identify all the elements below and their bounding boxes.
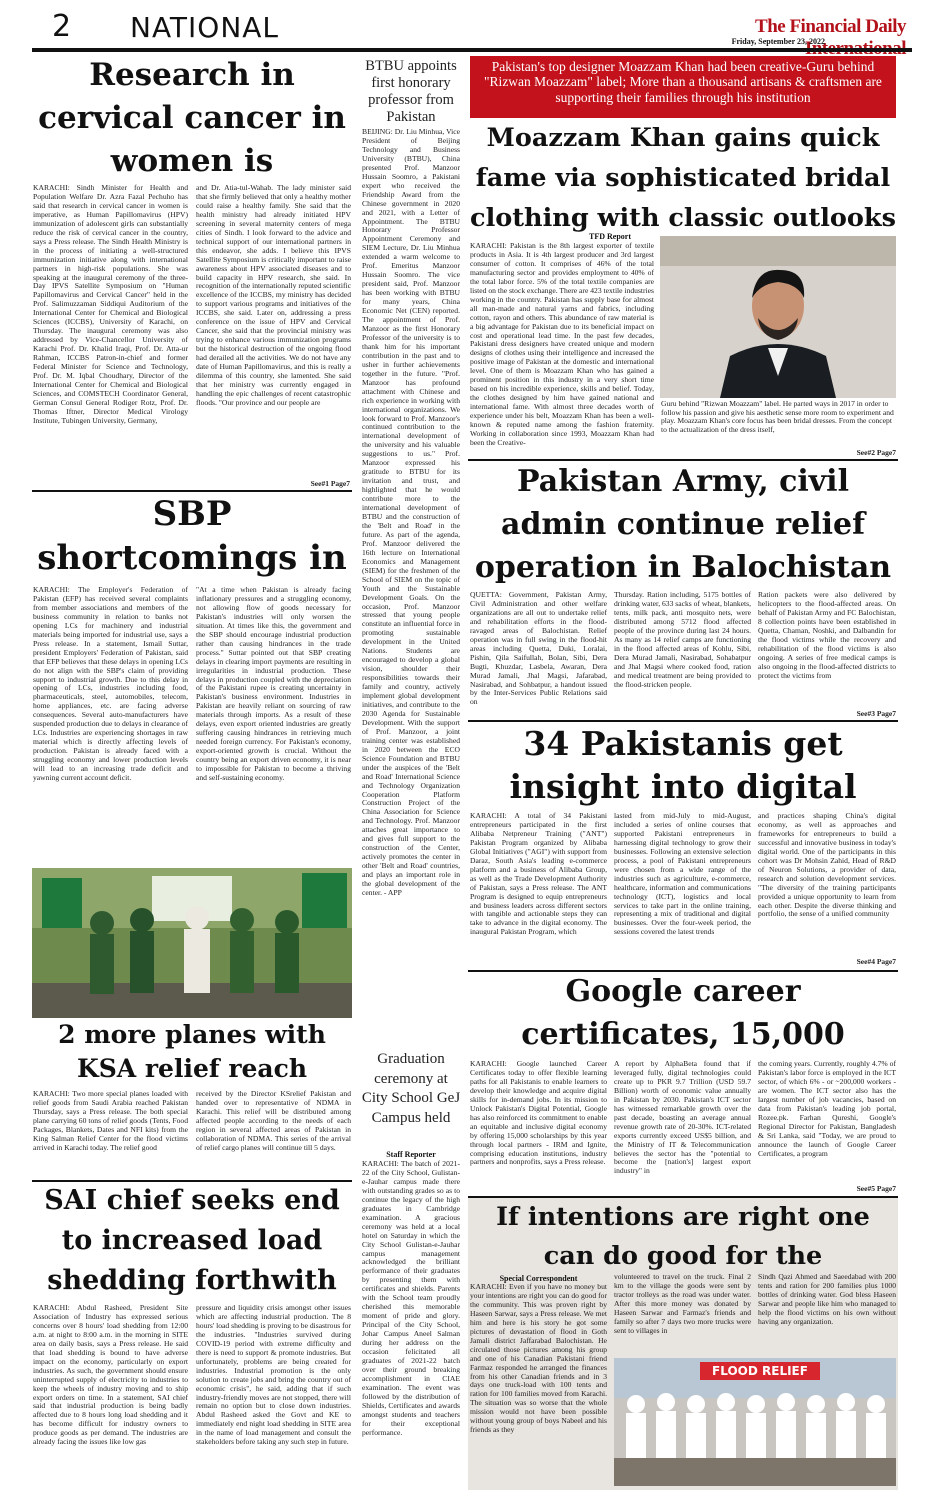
issue-date: Friday, September 23, 2022 — [731, 37, 825, 46]
moazzam-caption: Guru behind "Rizwan Moazzam" label. He parted ways in 2017 in order to follow his passion and give his aesthetic sense more room to experiment and play. Moazzam Khan's core focus has been bridal dresses. From the concept to the actualization of the dress itself, — [661, 400, 894, 435]
google-col3: the coming years. Currently, roughly 4.7% of Pakistan's labor force is employed in the ICT sector, of which 6% - or ~200,000 workers - are women. The ICT sector also has the largest number of job vacancies, based on data from Pakistan's leading job portal, Rozee.pk. Farhan Qureshi, Google's Regional Director for Pakistan, Bangladesh & Sri Lanka, said "Today, we are proud to announce the launch of Google Career Certificates, a program — [758, 1060, 896, 1158]
intent-col3: Sindh Qazi Ahmed and Saeedabad with 200 tents and ration for 200 families plus 1000 bottles of drinking water. God bless Haseen Sarwar and people like him who managed to help the flood victims on his own without having any organization. — [758, 1273, 896, 1326]
digital-see-ref[interactable]: See#4 Page7 — [856, 957, 896, 966]
azra-headline: Research in cervical cancer in women is — [38, 57, 346, 179]
army-col2: Thursday. Ration including, 5175 bottles of drinking water, 633 sacks of wheat, blankets, tents, milk pack, anti mosquito nets, were distributed among 5712 flood affected people of the province during last 24 hours. As many as 14 relief camps are functioning in the flood affected areas of Kohlu, Sibi, Dera Murad Jamali, Nasirabad, Sohabatpur and Jhal Magsi where cooked food, ration and medical treatment are being provided to the flood-stricken people. — [614, 591, 751, 689]
google-headline: Google career certificates, 15,000 — [521, 974, 845, 1052]
digital-col3: and practices shaping China's digital economy, as well as approaches and frameworks for entrepreneurs to build a successful and innovative business in today's digital world. One of the participants in this cohort was Dr Mohsin Zahid, Head of R&D of Neuron Solutions, a provider of data, research and solution development services. "The diversity of the training participants provided a unique opportunity to learn from each other. Despite the diverse thinking and portfolio, the sense of a unified community — [758, 812, 896, 919]
moazzam-body: KARACHI: Pakistan is the 8th largest exporter of textile products in Asia. It is 4th largest producer and 3rd largest consumer of cotton. It comprises of 46% of the total manufacturing sector and provides employment to 40% of the total labor force. 5% of the total textile companies are listed on the stock exchange. There are 423 textile industries working in the country. Pakistan has supply base for almost all man-made and natural yarns and fabrics, including cotton, rayon and others. This abundance of raw material is a big advantage for Pakistan due to its beneficial impact on cost and operational lead time. In the past few decades, Pakistani dress designers have created unique and modern designs of clothes using their intelligence and increased the positive image of Pakistan at the domestic and international level. One of them is Moazzam Khan who has gained a prominent position in this industry in a very short time based on his incredible experience, skills and belief. Today, the clothes designed by him have gained national and international fame. With almost three decades worth of experience under his belt, Moazzam Khan has been a well-known & reputed name among the fashion fraternity. Working in collaboration since 1993, Moazzam Khan had been the Creative- — [470, 242, 654, 447]
army-see-ref[interactable]: See#3 Page7 — [856, 709, 896, 718]
header-rule — [32, 48, 912, 52]
ksa-headline: 2 more planes with KSA relief reach — [58, 1020, 326, 1083]
intent-col1: KARACHI: Even if you have no money but your intentions are right you can do good for the community. This was proven right by Haseen Sarwar, says a Press release. We met him and here is his story he got some pictures of devastation of flood in Goth Jamali district Jaffarabad Balochistan. He circulated those pictures among his group and one of his Canadian Pakistani friend Farmaz responded he arranged the finances from his other Canadian friends and in 3 days one truck-load with 100 tents and ration for 100 families moved from Karachi. The situation was so worse that the whole mission would not have been possible without young group of boys Nabeel and his friends as they — [470, 1283, 607, 1435]
newspaper-name: The Financial Daily — [755, 16, 906, 37]
moazzam-byline: TFD Report — [589, 232, 631, 241]
grad-body: KARACHI: The batch of 2021-22 of the City School, Gulistan-e-Jauhar campus made there with outstanding grades so as to continue the legacy of the high graduates in Cambridge examination. A gracious ceremony was held at a local hotel on Saturday in which the City School Gulistan-e-Jauhar campus management acknowledged the brilliant performance of their graduates by presenting them with certificates and shields. Parents with the School team proudly cherished this memorable moment of pride and glory. Principal of the City School, Johar Campus Aneel Salman during her address on the occasion felicitated all graduates of 2021-22 batch over their ground breaking accomplishment in CIAE examination. The event was followed by the distribution of Shields, Certificates and awards amongst students and teachers for their exceptional performance. — [362, 1160, 460, 1437]
grad-byline: Staff Reporter — [386, 1150, 436, 1159]
flood-relief-banner-text: FLOOD RELIEF — [712, 1364, 808, 1378]
intent-byline: Special Correspondent — [499, 1274, 578, 1283]
grad-headline: Graduation ceremony at City School GeJ Campus held — [361, 1051, 461, 1126]
moazzam-portrait — [660, 236, 896, 398]
intent-headline: If intentions are right one can do good for the — [496, 1202, 870, 1271]
btbu-body: BEIJING: Dr. Liu Minhua, Vice President of Beijing Technology and Business University (BTBU), China presented Prof. Manzoor Hussain Soomro, a Pakistani expert who received the Friendship Award from the Chinese government in 2020 and 2021, with a Letter of Appointment. The BTBU Honorary Professor Appointment Ceremony and SIEM Lecture, Dr. Liu Minhua extended a warm welcome to Prof. Emeritus Manzoor Hussain Soomro. The vice president said, Prof. Manzoor has been working with BTBU for many years, China Economic Net (CEN) reported. The appointment of Prof. Manzoor as the first Honorary Professor of the university is to thank him for his important contribution in the past and to usher in further achievements together in the future. "Prof. Manzoor has profound attachment with Chinese and rich experience in working with international organizations. We look forward to Prof. Manzoor's continued contribution to the international development of the university and his valuable suggestions to us." Prof. Manzoor expressed his gratitude to BTBU for its invitation and trust, and highlighted that he would contribute more to the international development of BTBU and the construction of the 'Belt and Road' in the future. As part of the agenda, Prof. Manzoor delivered the 16th lecture on International Economics and Management (SIEM) for the freshmen of the School of SIEM on the topic of Youth and the Sustainable Development Goals. On the occasion, Prof. Manzoor stressed that young people constitute an influential force in promoting sustainable development in the United Nations. Students are encouraged to develop a global vision, shoulder their responsibilities towards their family and country, actively implement global development initiatives, and contribute to the 2030 Agenda for Sustainable Development. With the support of Prof. Manzoor, a joint training center was established in 2020 between the ECO Science Foundation and BTBU under the auspices of the 'Belt and Road' International Science and Technology Organization Cooperation Platform Construction Project of the China Association for Science and Technology. Prof. Manzoor attaches great importance to and gives full support to the construction of the Center, actively promotes the center in other 'Belt and Road' countries, and plays an important role in the global development of the center. - APP — [362, 128, 460, 898]
azra-col1: KARACHI: Sindh Minister for Health and Population Welfare Dr. Azra Fazal Pechuho has said that research in cervical cancer in women is imperative, as Human Papillomavirus (HPV) immunization of adolescent girls can substantially reduce the risk of cervical cancer in the country, says a Press release. The Sindh Health Ministry is in the process of initiating a well-structured immunization initiative along with international partners in high-risk populations. She was speaking at the inaugural ceremony of the three-Day IPVS Satellite Symposium on "Human Papillomavirus and Cervical Cancer" held in the Prof. Salimuzzaman Siddiqui Auditorium of the International Center for Chemical and Biological Sciences (ICCBS), University of Karachi, on Thursday. The inaugural ceremony was also addressed by Vice-Chancellor University of Karachi Prof. Dr. Khalid Iraqi, Prof. Dr. Atta-ur Rahman, ICCBS Patron-in-chief and former Federal Minister for Science and Technology, Prof. Dr. M. Iqbal Choudhary, Director of the International Center for Chemical and Biological Sciences, and COMSTECH Coordinator General, German Consul General Rodiger Rotz, Prof. Dr. Thomas Iftner, Director Medical Virology Institute, Tubingen University, Germany, — [33, 184, 188, 425]
azra-see-ref[interactable]: See#1 Page7 — [310, 479, 350, 488]
digital-headline: 34 Pakistanis get insight into digital — [509, 724, 857, 806]
page-number: 2 — [52, 9, 72, 44]
army-col3: Ration packets were also delivered by helicopters to the flood-affected areas. On behalf of Pakistan Army and FC Balochistan, 8 collection points have been established in Quetta, Chaman, Noshki, and Dalbandin for the flood victims while the recovery and rehabilitation of the flood victims is also ongoing. A series of free medical camps is also ongoing in the flood-affected districts to protect the victims from — [758, 591, 896, 680]
moazzam-kicker: Pakistan's top designer Moazzam Khan had been creative-Guru behind "Rizwan Moazzam" label; More than a thousand artisans & craftsmen are supporting their families through his institution — [470, 56, 896, 118]
army-col1: QUETTA: Government, Pakistan Army, Civil Administration and other welfare organizations are all out to undertake relief and rehabilitation efforts in the flood-ravaged areas of Balochistan. Relief operation was in full swing in the flood-hit areas including Quetta, Duki, Loralai, Pishin, Qila Saifullah, Bolan, Sibi, Dera Bugti, Khuzdar, Lasbela, Awaran, Dera Murad Jamali, Jhal Magsi, Jafarabad, Nasirabad, and Sohbatpur, a handout issued by the Inter-Services Public Relations said on — [470, 591, 607, 707]
btbu-headline: BTBU appoints first honorary professor from Pakistan — [365, 58, 457, 125]
google-see-ref[interactable]: See#5 Page7 — [856, 1184, 896, 1193]
ksa-col2: received by the Director KSrelief Pakistan and handed over to representative of NDMA in Karachi. This relief will be distributed among affected people according to the needs of each region in several affected areas of Pakistan in collaboration of NDMA. This series of the arrival of relief cargo planes will continue till 5 days. — [196, 1090, 351, 1152]
sbp-headline: SBP shortcomings in — [37, 494, 347, 578]
sai-headline: SAI chief seeks end to increased load shedding forthwith — [44, 1185, 340, 1296]
sai-col2: pressure and liquidity crisis amongst other issues which are affecting industrial production. The 8 hours' load shedding is proving to be disastrous for the industries. "Industries survived during COVID-19 period with extreme difficulty and there is need to support & promote industries. But unfortunately, problems are being created for industries. Industrial promotion is the only solution to create jobs and bring the country out of economic crisis", he said, adding that if such industry-friendly moves are not stopped, there will remain no option but to close down industries. Abdul Rasheed asked the Govt and KE to immediately end night load shedding in SITE area in the name of load management and consult the stakeholders before taking any such step in future. — [196, 1304, 351, 1447]
ksa-col1: KARACHI: Two more special planes loaded with relief goods from Saudi Arabia reached Pakistan Thursday, says a Press release. The both special plane carrying 60 tons of relief goods (Tents, Food Packages, Blankets, Dates and NFI kits) from the King Salman Relief Center for the flood victims arrived in Karachi today. The relief good — [33, 1090, 188, 1152]
digital-col1: KARACHI: A total of 34 Pakistani entrepreneurs participated in the first Alibaba Netpreneur Training ("ANT") Pakistan Program organized by Alibaba Global Initiatives ("AGI") with support from Daraz, South Asia's leading e-commerce platform and a business of Alibaba Group, as well as the Trade Development Authority of Pakistan, says a Press release. The ANT Program is designed to equip entrepreneurs and business leaders across different sectors with tangible and actionable steps they can take to advance in the digital economy. The inaugural Pakistan Program, which — [470, 812, 607, 937]
moazzam-headline: Moazzam Khan gains quick fame via sophisticated bridal clothing with classic outlooks — [470, 123, 896, 233]
google-col2: A report by AlphaBeta found that if leveraged fully, digital technologies could create up to PKR 9.7 Trillion (USD 59.7 Billion) worth of economic value annually in Pakistan by 2030. Pakistan's ICT sector has witnessed remarkable growth over the past decade, boasting an average annual revenue growth rate of 20-30%. ICT-related exports currently exceed US$5 billion, and the Ministry of IT & Telecommunication believes the sector has the "potential to become the [nation's] largest export industry" in — [614, 1060, 751, 1176]
moazzam-see-ref[interactable]: See#2 Page7 — [856, 448, 896, 457]
intent-col2: volunteered to travel on the truck. Final 2 km to the village the goods were sent by tractor trolleys as the road was under water. After this more money was donated by Haseen Sarwar and Farmaz's friends and family so after 7 days two more trucks were sent to villages in — [614, 1273, 751, 1335]
google-col1: KARACHI: Google launched Career Certificates today to offer flexible learning paths for all Pakistanis to enable learners to develop their knowledge and acquire digital skills for in-demand jobs. In its mission to Unlock Pakistan's Digital Potential, Google has also reinforced its commitment to enable an equitable and inclusive digital economy by offering 15,000 scholarships by this year through local partners - IRM and Ignite, comprising education institutions, industry partners and nonprofits, says a Press release. — [470, 1060, 607, 1167]
sbp-col2: "At a time when Pakistan is already facing inflationary pressures and a struggling economy, not allowing flow of goods necessary for Pakistan's industries will only worsen the situation. At times like this, the government and the SBP should encourage industrial production rather than causing hindrances in the trade process." Suttar pointed out that SBP creating delays in clearing import payments are resulting in irregularities in industrial production. These delays in production coupled with the depreciation of the Pakistani rupee is creating uncertainty in Pakistan's business environment. Industries in Pakistan are heavily reliant on sourcing of raw materials through imports. As a result of these delays, even export oriented industries are greatly suffering causing hindrances in retrieving much needed foreign currency. For Pakistan's economy, export-oriented growth is crucial. Without the country being an export driven economy, it is near to impossible for Pakistan to become a thriving and self-sustaining economy. — [196, 586, 351, 783]
digital-col2: lasted from mid-July to mid-August, included a series of online courses that supported Pakistani entrepreneurs in harnessing digital technology to grow their businesses. Following an extensive selection process, a pool of Pakistani entrepreneurs were chosen from a wide range of the industries such as agriculture, e-commerce, healthcare, information and communications technology (ICT), logistics and local services to take part in the online training, representing a mix of traditional and digital businesses. Over the four-week period, the sessions covered the latest trends — [614, 812, 751, 937]
azra-col2: and Dr. Atia-tul-Wahab. The lady minister said that she firmly believed that only a healthy mother could raise a healthy family. She said that the health ministry had already initiated HPV screening in several maternity centers of mega cities of Sindh. I look forward to the advice and technical support of our international partners in this endeavor, she adds. I believe this IPVS Satellite Symposium is critically important to raise awareness about HPV associated diseases and to build capacity in HPV research, she said. In recognition of the internationally reputed scientific excellence of the ICCBS, my ministry has decided to support various programs and initiatives of the ICCBS, she said. Later on, addressing a press conference on the issue of HPV and Cervical Cancer, she said that the provincial ministry was trying to enhance various immunization programs but the historical destruction of the ongoing flood had derailed all the activities. We do not have any date of Human Papillomavirus, and this is really a dilemma of this country, she lamented. She said that her ministry was currently engaged in handling the epic challenges of recent catastrophic floods. "Our province and our people are — [196, 184, 351, 407]
section-title: NATIONAL — [130, 11, 280, 44]
army-headline: Pakistan Army, civil admin continue relief operation in Balochistan — [474, 464, 892, 585]
sai-col1: KARACHI: Abdul Rasheed, President Site Association of Industry has expressed serious concerns over 8 hours' load shedding from 12:00 a.m. at night to 8:00 a.m. in the morning in SITE area on daily basis, says a Press release. He said that load shedding is bound to have adverse impact on the economy, particularly on export industries. As such, the government should ensure uninterrupted supply of electricity to industries to keep the wheels of industry moving and to ship export orders on time. In a statement, SAI chief said that industrial production is being badly affected due to 8 hours long load shedding and it has become difficult for industry owners to produce goods as per demand. The industries are already facing the issues like low gas — [33, 1304, 188, 1447]
ksa-relief-photo — [32, 868, 352, 1018]
sbp-col1: KARACHI: The Employer's Federation of Pakistan (EFP) has received several complaints from member associations and members of the business community in relation to banks not opening LCs for machinery and industrial materials being imported for industrial use, says a Press release. In a statement, Ismail Suttar, president Employers' Federation of Pakistan, said that EFP believes that these delays in opening LCs do not align with the SBP's claim of providing support to industrial growth. Due to this delay in opening of LCs, industries including food, pharmaceuticals, steel, automobiles, telecom, home appliances, etc. are facing adverse consequences. Several auto-manufacturers have suspended production due to delays in clearance of LCs. Industries are experiencing shortages in raw material which is directly affecting levels of production. Pakistan is already faced with a struggling economy and lower production levels will lead to an increasing trade deficit and yawning current account deficit. — [33, 586, 188, 783]
